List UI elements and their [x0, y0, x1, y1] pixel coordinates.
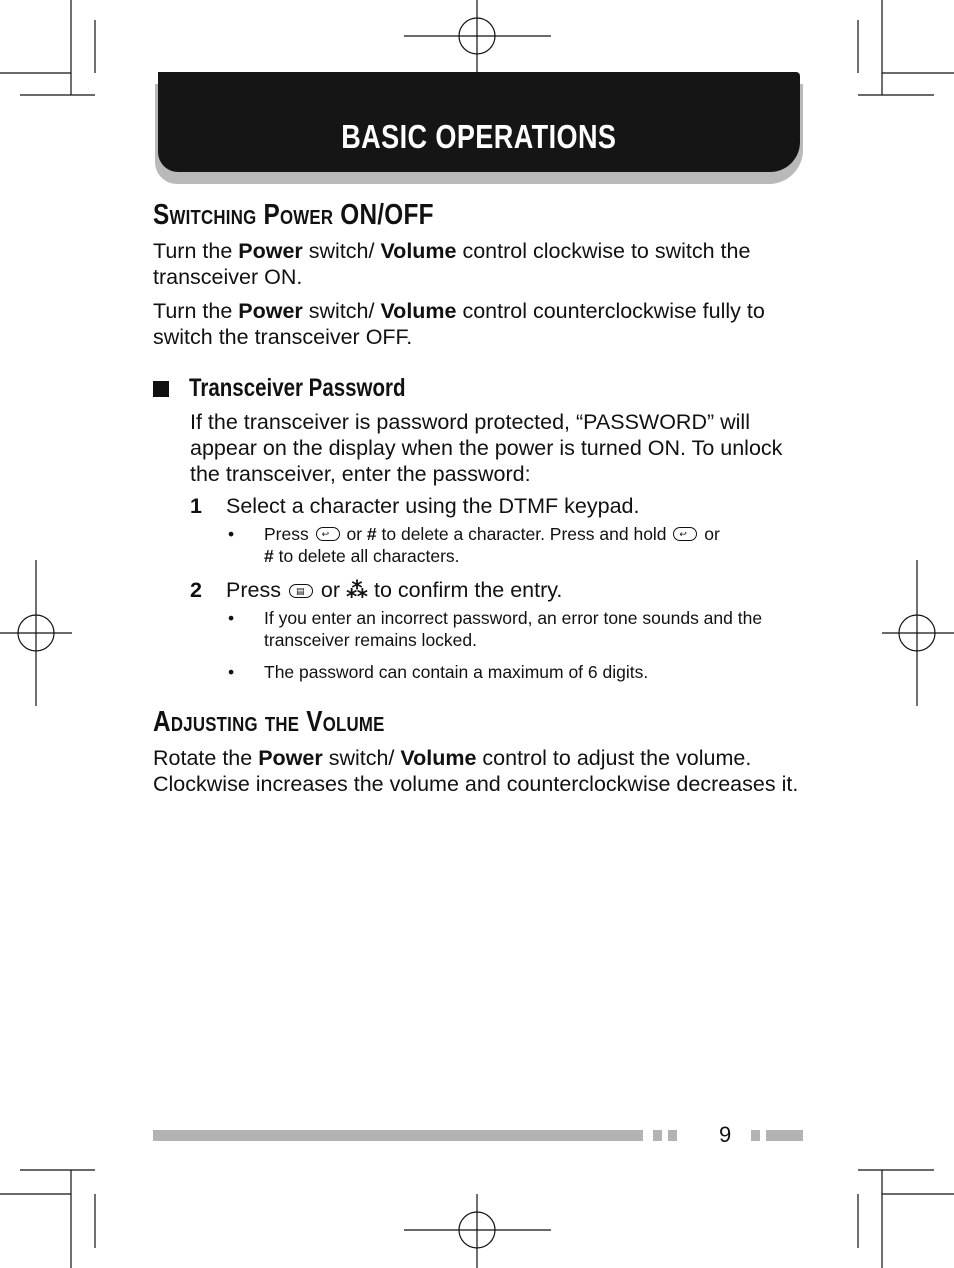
- password-intro: If the transceiver is password protected, “PASSWORD” will appear on the display when the power is turned ON. To unlock the transceiver, enter the password:: [190, 410, 783, 486]
- power-off-paragraph: Turn the Power switch/ Volume control counterclockwise fully to switch the transceiver OFF.: [153, 299, 765, 349]
- bullet-text: The password can contain a maximum of 6 digits.: [264, 662, 649, 682]
- footer-bar-right: [766, 1130, 803, 1141]
- section-heading-volume: Adjusting the Volume: [153, 706, 385, 738]
- step-2: [190, 577, 803, 603]
- footer-bar-block: [653, 1130, 662, 1141]
- bullet-dot: •: [228, 524, 235, 544]
- password-block: [190, 409, 803, 683]
- back-key-icon: ↩: [673, 527, 697, 541]
- step-2-note-1: [226, 607, 803, 651]
- main-content: [153, 198, 803, 805]
- bullet-dot: •: [228, 608, 235, 628]
- bullet-text: Press ↩ or # to delete a character. Press and hold ↩ or # to delete all characters.: [264, 524, 720, 566]
- footer-bar-block: [751, 1130, 760, 1141]
- step-1-note: [226, 523, 803, 567]
- section-heading-power: Switching Power ON/OFF: [153, 199, 434, 231]
- subsection-heading-password: [153, 374, 803, 403]
- header-banner: [158, 72, 800, 172]
- square-bullet-icon: [153, 381, 169, 397]
- step-text: Select a character using the DTMF keypad.: [226, 494, 640, 518]
- asterisk-key-icon: ⁂: [346, 578, 369, 602]
- footer-bar: [153, 1130, 643, 1141]
- page-title: BASIC OPERATIONS: [341, 118, 617, 155]
- footer-bar-block: [668, 1130, 677, 1141]
- step-number: 1: [190, 494, 202, 518]
- volume-paragraph: Rotate the Power switch/ Volume control to adjust the volume. Clockwise increases the volume and counterclockwise decreases it.: [153, 746, 799, 796]
- subsection-title: Transceiver Password: [189, 374, 406, 402]
- step-1: [190, 493, 803, 519]
- step-2-note-2: [226, 661, 803, 683]
- power-on-paragraph: Turn the Power switch/ Volume control clockwise to switch the transceiver ON.: [153, 239, 751, 289]
- bullet-dot: •: [228, 662, 235, 682]
- menu-key-icon: ▤: [289, 584, 313, 598]
- step-text: Press ▤ or ⁂ to confirm the entry.: [226, 578, 563, 602]
- bullet-text: If you enter an incorrect password, an error tone sounds and the transceiver remains locked.: [264, 608, 763, 650]
- page-number: 9: [719, 1122, 732, 1147]
- back-key-icon: ↩: [316, 527, 340, 541]
- step-number: 2: [190, 578, 202, 602]
